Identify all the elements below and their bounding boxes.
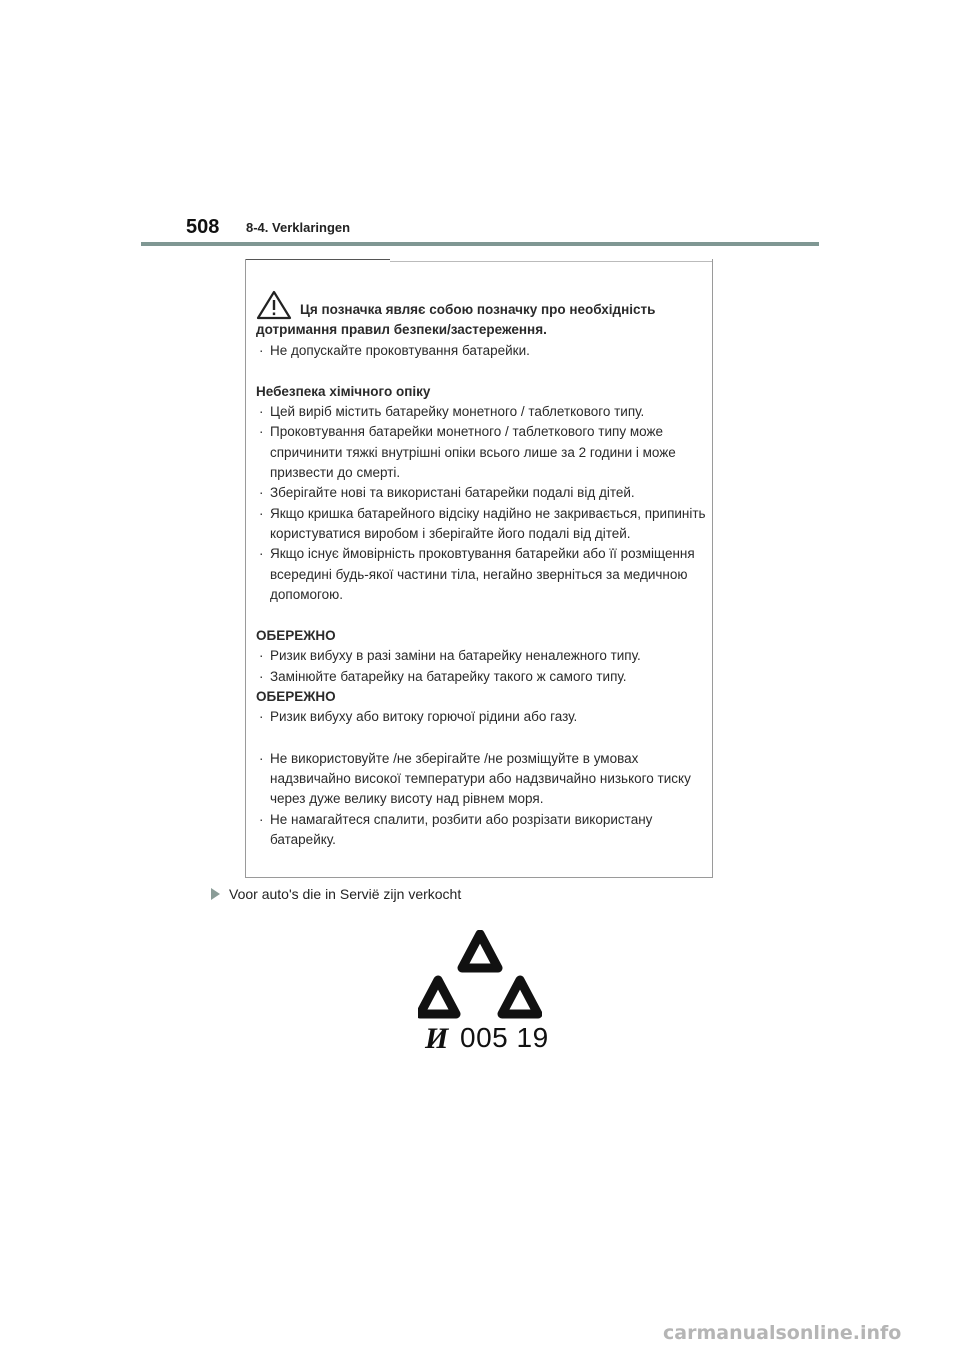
list-item: · Не намагайтеся спалити, розбити або розрізати використану батарейку. [256, 810, 706, 851]
list-item: · Якщо існує ймовірність проковтування батарейки або її розміщення всередині будь-якої частини тіла, негайно зверніться за медичною допомогою. [256, 544, 706, 605]
list-item: · Ризик вибуху або витоку горючої рідини або газу. [256, 707, 706, 727]
list-item: · Не допускайте проковтування батарейки. [256, 341, 706, 361]
arrow-bullet-icon [211, 888, 220, 900]
serbia-text: Voor auto's die in Servië zijn verkocht [229, 886, 462, 902]
list-item: · Проковтування батарейки монетного / таблеткового типу може спричинити тяжкі внутрішні опіки всього лише за 2 години і може призвести до смерті. [256, 422, 706, 483]
list-item: · Зберігайте нові та використані батарейки подалі від дітей. [256, 483, 706, 503]
warning-title-line1: Ця позначка являє собою позначку про необхідність [300, 302, 656, 317]
page-number: 508 [186, 216, 220, 238]
list-item: · Не використовуйте /не зберігайте /не розміщуйте в умовах надзвичайно високої температури або надзвичайно низького тиску через дуже велику висоту над рівнем моря. [256, 749, 706, 810]
certification-letter: И [425, 1022, 449, 1055]
list-item: · Цей виріб містить батарейку монетного / таблеткового типу. [256, 402, 706, 422]
section-title: 8-4. Verklaringen [246, 220, 351, 235]
list-item: · Ризик вибуху в разі заміни на батарейку неналежного типу. [256, 646, 706, 666]
caution-title: ОБЕРЕЖНО [256, 628, 336, 644]
list-item: · Замінюйте батарейку на батарейку такого ж самого типу. [256, 667, 706, 687]
battery-warning-text [256, 300, 706, 850]
header-divider [141, 242, 819, 246]
recycling-triangles-icon [418, 930, 542, 1022]
serbia-heading [211, 886, 461, 902]
chemical-burn-title: Небезпека хімічного опіку [256, 383, 431, 399]
list-item: · Якщо кришка батарейного відсіку надійно не закривається, припиніть користуватися виробом і зберігайте його подалі від дітей. [256, 504, 706, 545]
caution-title: ОБЕРЕЖНО [256, 689, 336, 705]
certification-number: 005 19 [460, 1022, 549, 1053]
warning-heading [256, 300, 706, 320]
warning-title-line2: дотримання правил безпеки/застереження. [256, 322, 547, 338]
warning-triangle-icon [256, 290, 292, 320]
site-watermark: carmanualsonline.info [663, 1322, 902, 1344]
